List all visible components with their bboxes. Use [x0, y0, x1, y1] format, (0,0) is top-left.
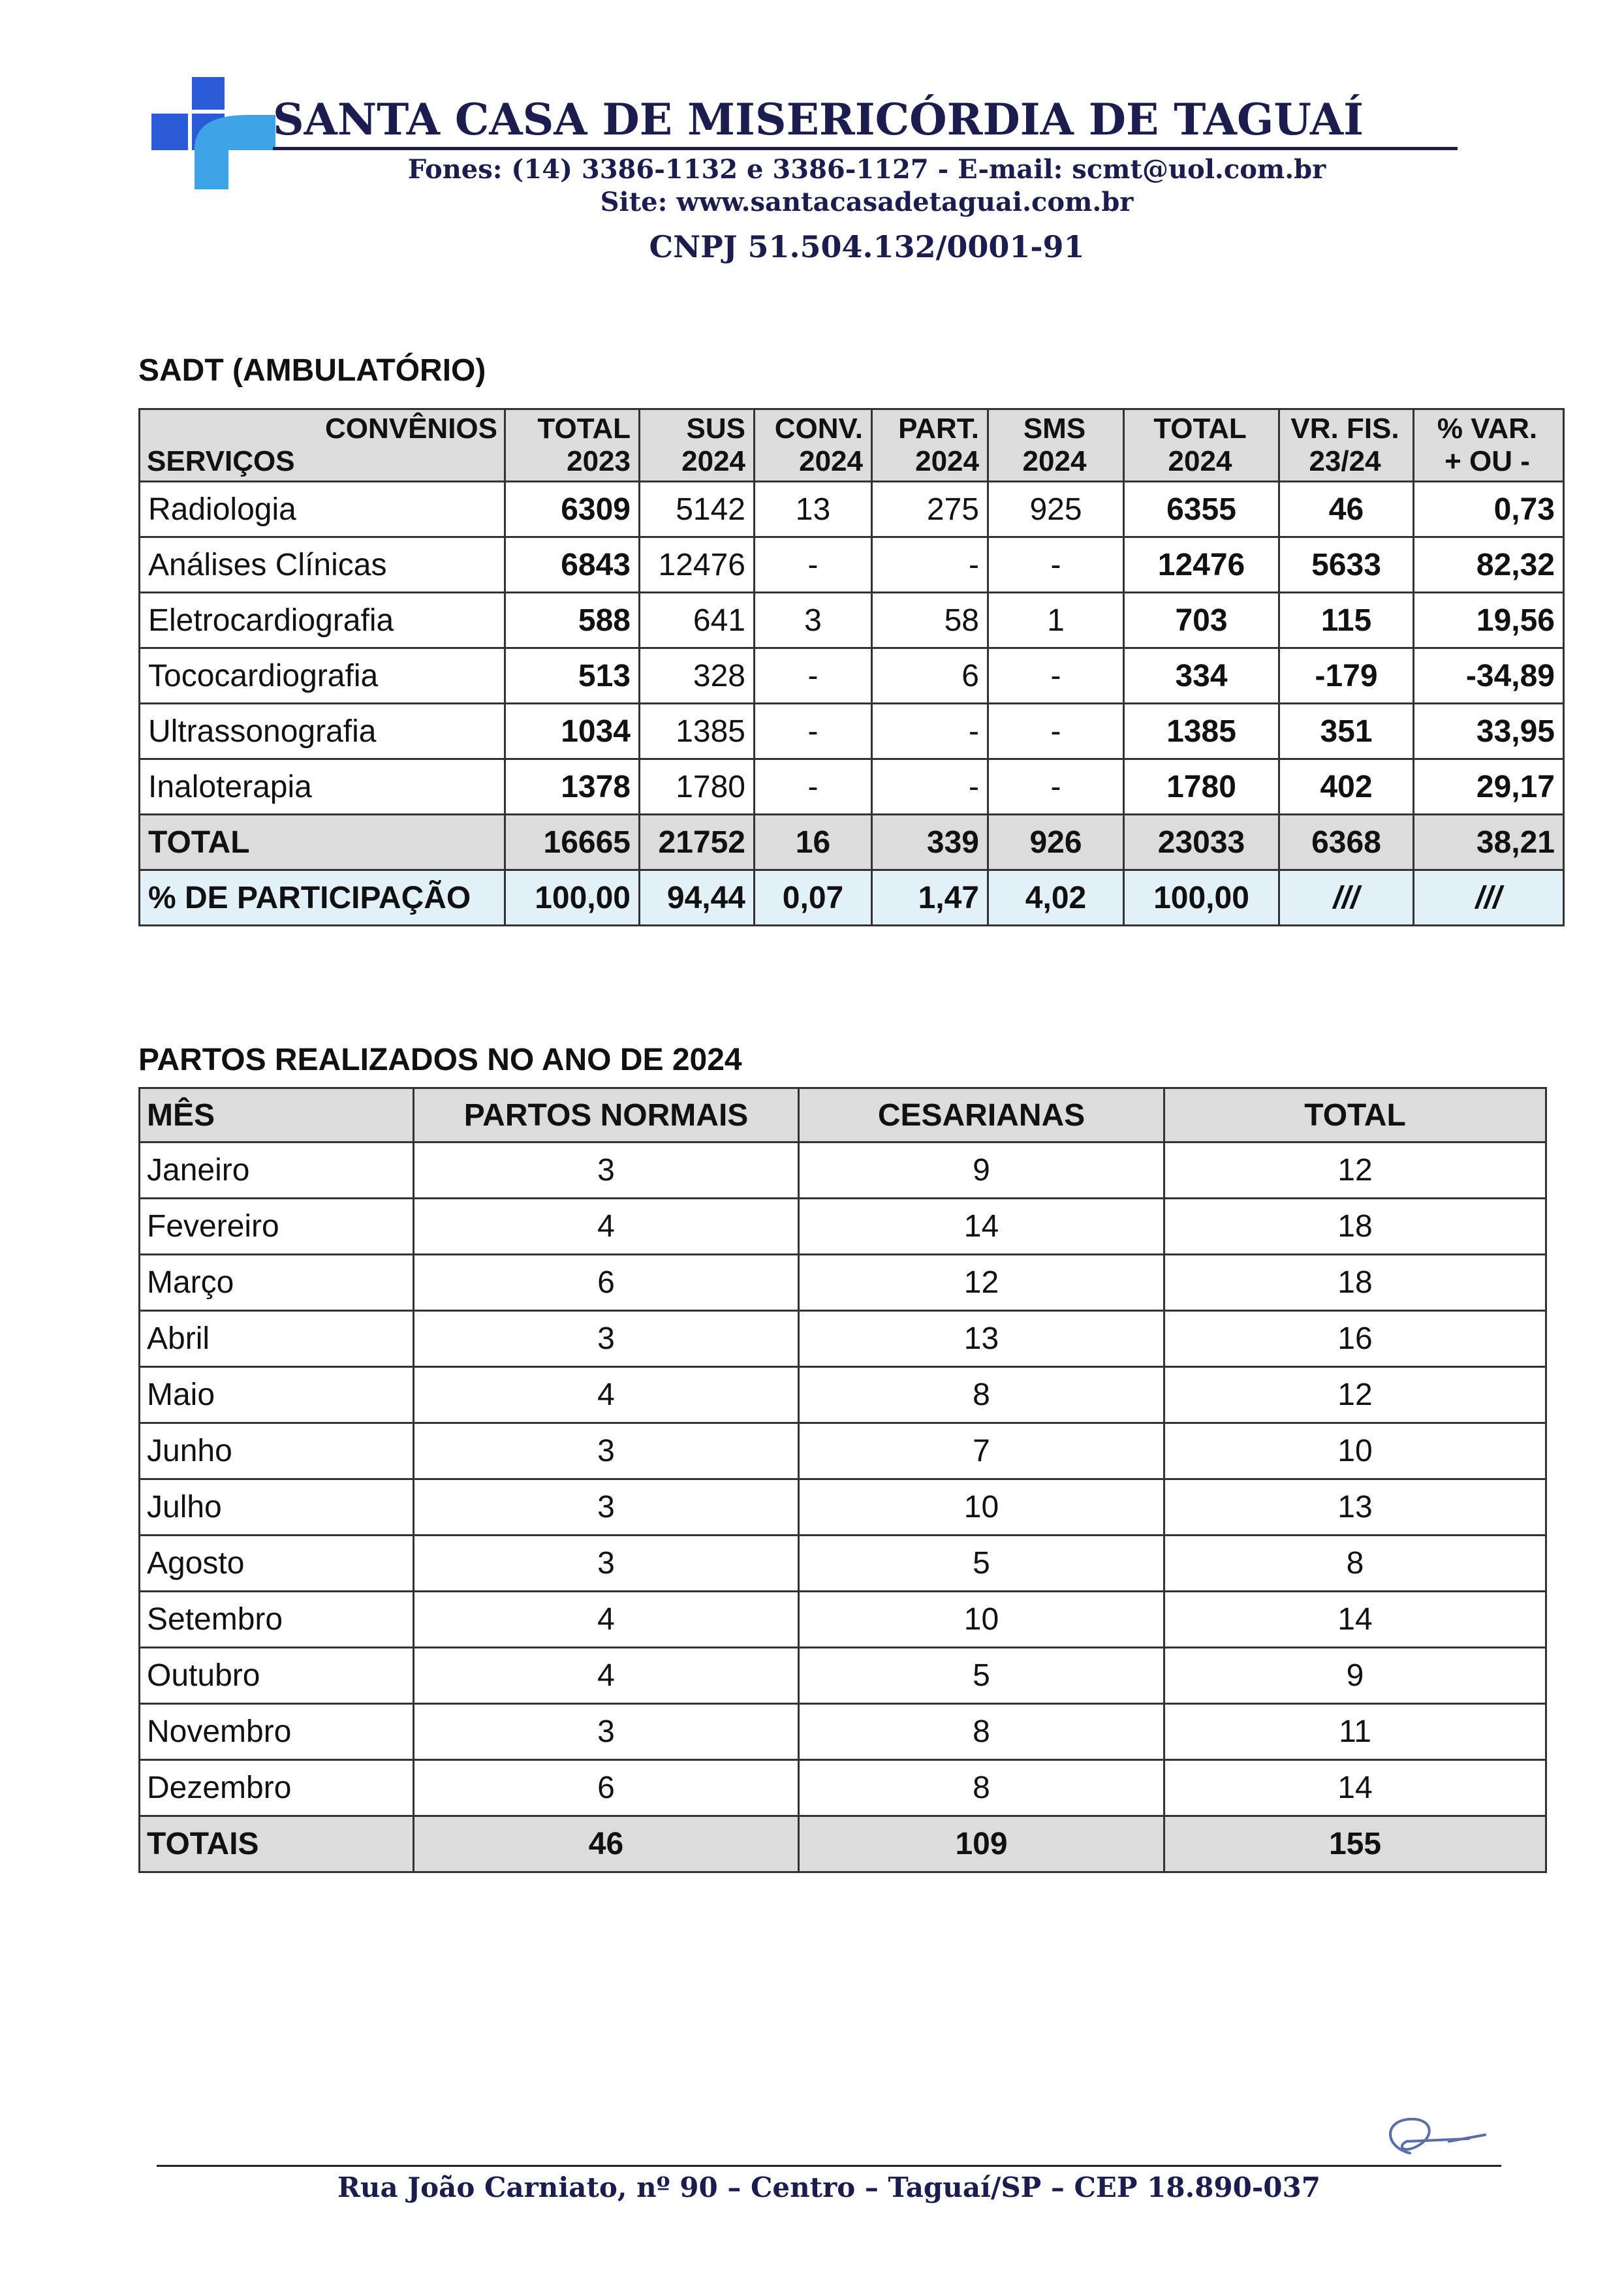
part-cell: 1,47	[872, 870, 988, 926]
pct-var-cell: -34,89	[1414, 648, 1564, 704]
total-2023-cell: 588	[505, 593, 640, 648]
total-cell: 16	[1164, 1311, 1546, 1367]
sus-cell: 5142	[640, 482, 755, 537]
part-cell: 275	[872, 482, 988, 537]
normal-births-cell: 46	[414, 1816, 799, 1872]
participation-label: % DE PARTICIPAÇÃO	[140, 870, 505, 926]
part-cell: -	[872, 704, 988, 759]
header-part-2024: PART. 2024	[872, 409, 988, 482]
total-2023-cell: 16665	[505, 815, 640, 870]
vr-fis-cell: 46	[1279, 482, 1414, 537]
pct-var-cell: 33,95	[1414, 704, 1564, 759]
month-cell: Junho	[140, 1423, 414, 1479]
total-2024-cell: 1780	[1124, 759, 1279, 815]
vr-fis-cell: 5633	[1279, 537, 1414, 593]
total-2023-cell: 6843	[505, 537, 640, 593]
table-row	[140, 1199, 1546, 1255]
vr-fis-cell: -179	[1279, 648, 1414, 704]
normal-births-cell: 4	[414, 1648, 799, 1704]
cesarean-cell: 10	[799, 1479, 1164, 1536]
header-partos-normais: PARTOS NORMAIS	[414, 1088, 799, 1142]
total-cell: 10	[1164, 1423, 1546, 1479]
normal-births-cell: 3	[414, 1423, 799, 1479]
table-row	[140, 704, 1564, 759]
total-cell: 18	[1164, 1255, 1546, 1311]
cesarean-cell: 8	[799, 1760, 1164, 1816]
cesarean-cell: 14	[799, 1199, 1164, 1255]
header-sms-2024: SMS 2024	[988, 409, 1124, 482]
cesarean-cell: 5	[799, 1536, 1164, 1592]
service-name: Eletrocardiografia	[140, 593, 505, 648]
normal-births-cell: 6	[414, 1255, 799, 1311]
month-cell: Julho	[140, 1479, 414, 1536]
table-row	[140, 1255, 1546, 1311]
vr-fis-cell: 351	[1279, 704, 1414, 759]
month-cell: Abril	[140, 1311, 414, 1367]
month-cell: Maio	[140, 1367, 414, 1423]
normal-births-cell: 6	[414, 1760, 799, 1816]
sms-cell: 925	[988, 482, 1124, 537]
partos-table	[138, 1087, 1547, 1873]
total-label: TOTAL	[140, 815, 505, 870]
month-cell: Setembro	[140, 1592, 414, 1648]
partos-totals-row	[140, 1816, 1546, 1872]
sms-cell: 4,02	[988, 870, 1124, 926]
part-cell: 58	[872, 593, 988, 648]
table-row	[140, 1142, 1546, 1199]
service-name: Radiologia	[140, 482, 505, 537]
cesarean-cell: 13	[799, 1311, 1164, 1367]
table-row	[140, 537, 1564, 593]
total-2023-cell: 1378	[505, 759, 640, 815]
website-info: Site: www.santacasadetaguai.com.br	[600, 187, 1134, 217]
cesarean-cell: 10	[799, 1592, 1164, 1648]
total-cell: 13	[1164, 1479, 1546, 1536]
total-2024-cell: 12476	[1124, 537, 1279, 593]
conv-cell: -	[755, 759, 872, 815]
table-row	[140, 1479, 1546, 1536]
header-servicos: SERVIÇOS	[147, 445, 295, 477]
sus-cell: 328	[640, 648, 755, 704]
sms-cell: 1	[988, 593, 1124, 648]
part-cell: -	[872, 537, 988, 593]
normal-births-cell: 3	[414, 1704, 799, 1760]
total-2024-cell: 703	[1124, 593, 1279, 648]
table-row	[140, 1648, 1546, 1704]
total-2024-cell: 6355	[1124, 482, 1279, 537]
part-cell: 6	[872, 648, 988, 704]
vr-fis-cell: 402	[1279, 759, 1414, 815]
conv-cell: -	[755, 704, 872, 759]
organization-name: SANTA CASA DE MISERICÓRDIA DE TAGUAÍ	[273, 94, 1364, 145]
sus-cell: 12476	[640, 537, 755, 593]
table-row	[140, 648, 1564, 704]
conv-cell: -	[755, 648, 872, 704]
pct-var-cell: 82,32	[1414, 537, 1564, 593]
sadt-header-row	[140, 409, 1564, 482]
vr-fis-cell: 115	[1279, 593, 1414, 648]
sms-cell: -	[988, 648, 1124, 704]
pct-var-cell: 38,21	[1414, 815, 1564, 870]
conv-cell: 0,07	[755, 870, 872, 926]
partos-header-row	[140, 1088, 1546, 1142]
sadt-section-title: SADT (AMBULATÓRIO)	[138, 353, 486, 388]
conv-cell: 3	[755, 593, 872, 648]
header-total-2024: TOTAL 2024	[1124, 409, 1279, 482]
contact-info: Fones: (14) 3386-1132 e 3386-1127 - E-mail: scmt@uol.com.br	[407, 154, 1326, 185]
total-2023-cell: 100,00	[505, 870, 640, 926]
month-cell: Março	[140, 1255, 414, 1311]
total-2024-cell: 334	[1124, 648, 1279, 704]
total-2024-cell: 23033	[1124, 815, 1279, 870]
cesarean-cell: 8	[799, 1367, 1164, 1423]
normal-births-cell: 4	[414, 1367, 799, 1423]
sus-cell: 94,44	[640, 870, 755, 926]
service-name: Inaloterapia	[140, 759, 505, 815]
part-cell: 339	[872, 815, 988, 870]
month-cell: Novembro	[140, 1704, 414, 1760]
sadt-total-row	[140, 815, 1564, 870]
sadt-corner-header	[140, 409, 505, 482]
cesarean-cell: 9	[799, 1142, 1164, 1199]
sms-cell: -	[988, 759, 1124, 815]
sms-cell: -	[988, 537, 1124, 593]
sms-cell: 926	[988, 815, 1124, 870]
total-2023-cell: 513	[505, 648, 640, 704]
cesarean-cell: 8	[799, 1704, 1164, 1760]
blue-cross-logo-icon	[151, 77, 275, 189]
table-row	[140, 1423, 1546, 1479]
sus-cell: 21752	[640, 815, 755, 870]
pct-var-cell: 29,17	[1414, 759, 1564, 815]
total-cell: 9	[1164, 1648, 1546, 1704]
total-cell: 12	[1164, 1367, 1546, 1423]
vr-fis-cell: ///	[1279, 870, 1414, 926]
table-row	[140, 759, 1564, 815]
conv-cell: 13	[755, 482, 872, 537]
pct-var-cell: 19,56	[1414, 593, 1564, 648]
service-name: Tococardiografia	[140, 648, 505, 704]
month-cell: Agosto	[140, 1536, 414, 1592]
pct-var-cell: ///	[1414, 870, 1564, 926]
table-row	[140, 482, 1564, 537]
month-cell: Outubro	[140, 1648, 414, 1704]
sadt-table	[138, 408, 1565, 926]
sms-cell: -	[988, 704, 1124, 759]
total-2024-cell: 1385	[1124, 704, 1279, 759]
sadt-participation-row	[140, 870, 1564, 926]
header-convenios: CONVÊNIOS	[324, 413, 497, 445]
total-cell: 155	[1164, 1816, 1546, 1872]
sus-cell: 641	[640, 593, 755, 648]
table-row	[140, 1311, 1546, 1367]
totals-label: TOTAIS	[140, 1816, 414, 1872]
total-cell: 14	[1164, 1592, 1546, 1648]
table-row	[140, 593, 1564, 648]
table-row	[140, 1592, 1546, 1648]
header-total: TOTAL	[1164, 1088, 1546, 1142]
month-cell: Fevereiro	[140, 1199, 414, 1255]
total-cell: 18	[1164, 1199, 1546, 1255]
header-vr-fis: VR. FIS. 23/24	[1279, 409, 1414, 482]
service-name: Ultrassonografia	[140, 704, 505, 759]
total-cell: 14	[1164, 1760, 1546, 1816]
month-cell: Dezembro	[140, 1760, 414, 1816]
table-row	[140, 1536, 1546, 1592]
cnpj-number: CNPJ 51.504.132/0001-91	[649, 229, 1085, 264]
month-cell: Janeiro	[140, 1142, 414, 1199]
normal-births-cell: 3	[414, 1479, 799, 1536]
pct-var-cell: 0,73	[1414, 482, 1564, 537]
table-row	[140, 1760, 1546, 1816]
total-2023-cell: 1034	[505, 704, 640, 759]
service-name: Análises Clínicas	[140, 537, 505, 593]
footer-address: Rua João Carniato, nº 90 – Centro – Taguaí/SP – CEP 18.890-037	[337, 2171, 1320, 2203]
header-total-2023: TOTAL 2023	[505, 409, 640, 482]
header-sus-2024: SUS 2024	[640, 409, 755, 482]
total-2024-cell: 100,00	[1124, 870, 1279, 926]
normal-births-cell: 4	[414, 1592, 799, 1648]
part-cell: -	[872, 759, 988, 815]
total-cell: 11	[1164, 1704, 1546, 1760]
normal-births-cell: 4	[414, 1199, 799, 1255]
header-mes: MÊS	[140, 1088, 414, 1142]
cesarean-cell: 5	[799, 1648, 1164, 1704]
header-pct-var: % VAR. + OU -	[1414, 409, 1564, 482]
partos-section-title: PARTOS REALIZADOS NO ANO DE 2024	[138, 1043, 742, 1077]
conv-cell: -	[755, 537, 872, 593]
handwritten-initial-signature-icon	[1371, 2107, 1495, 2166]
footer-divider	[157, 2165, 1501, 2167]
total-2023-cell: 6309	[505, 482, 640, 537]
normal-births-cell: 3	[414, 1536, 799, 1592]
sus-cell: 1385	[640, 704, 755, 759]
total-cell: 12	[1164, 1142, 1546, 1199]
table-row	[140, 1367, 1546, 1423]
total-cell: 8	[1164, 1536, 1546, 1592]
header-divider	[273, 147, 1458, 150]
normal-births-cell: 3	[414, 1311, 799, 1367]
cesarean-cell: 12	[799, 1255, 1164, 1311]
cesarean-cell: 7	[799, 1423, 1164, 1479]
conv-cell: 16	[755, 815, 872, 870]
header-conv-2024: CONV. 2024	[755, 409, 872, 482]
sus-cell: 1780	[640, 759, 755, 815]
table-row	[140, 1704, 1546, 1760]
cesarean-cell: 109	[799, 1816, 1164, 1872]
header-cesarianas: CESARIANAS	[799, 1088, 1164, 1142]
vr-fis-cell: 6368	[1279, 815, 1414, 870]
normal-births-cell: 3	[414, 1142, 799, 1199]
